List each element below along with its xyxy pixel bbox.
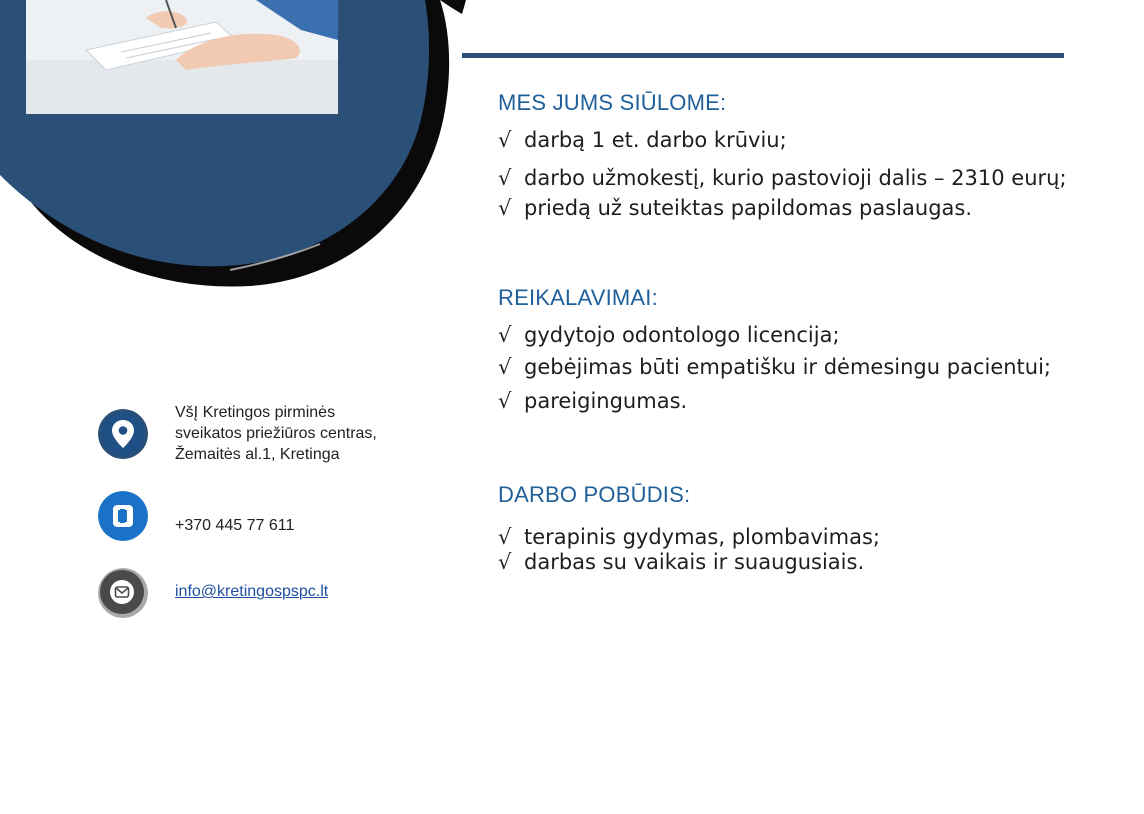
checkmark-icon: √ (498, 196, 512, 220)
phone-number: +370 445 77 611 (175, 517, 295, 534)
list-item: √ priedą už suteiktas papildomas paslaugas. (498, 196, 973, 220)
list-item: √ gydytojo odontologo licencija; (498, 323, 840, 347)
checkmark-icon: √ (498, 128, 512, 152)
header-divider (462, 53, 1064, 58)
list-item: √ gebėjimas būti empatišku ir dėmesingu pacientui; (498, 355, 1052, 379)
requirements-section (498, 285, 1052, 413)
location-pin-icon (98, 409, 148, 459)
email-link[interactable]: info@kretingospspc.lt (175, 583, 329, 600)
mail-icon (98, 568, 148, 618)
list-item: √ darbą 1 et. darbo krūviu; (498, 128, 787, 152)
address-text: VšĮ Kretingos pirminės sveikatos priežiūros centras, Žemaitės al.1, Kretinga (175, 404, 377, 463)
list-item: √ terapinis gydymas, plombavimas; (498, 525, 880, 549)
list-item: √ darbo užmokestį, kurio pastovioji dalis – 2310 eurų; (498, 166, 1067, 190)
doctor-photo (26, 0, 338, 114)
requirements-title: REIKALAVIMAI: (498, 285, 658, 310)
checkmark-icon: √ (498, 550, 512, 574)
checkmark-icon: √ (498, 525, 512, 549)
checkmark-icon: √ (498, 323, 512, 347)
offer-section (498, 90, 1067, 220)
brush-speck (440, 0, 466, 14)
checkmark-icon: √ (498, 355, 512, 379)
offer-title: MES JUMS SIŪLOME: (498, 90, 727, 115)
checkmark-icon: √ (498, 166, 512, 190)
list-item: √ pareigingumas. (498, 389, 688, 413)
phone-icon (98, 491, 148, 541)
brush-streak (0, 260, 50, 274)
work-section (498, 482, 880, 574)
checkmark-icon: √ (498, 389, 512, 413)
work-title: DARBO POBŪDIS: (498, 482, 691, 507)
list-item: √ darbas su vaikais ir suaugusiais. (498, 550, 865, 574)
